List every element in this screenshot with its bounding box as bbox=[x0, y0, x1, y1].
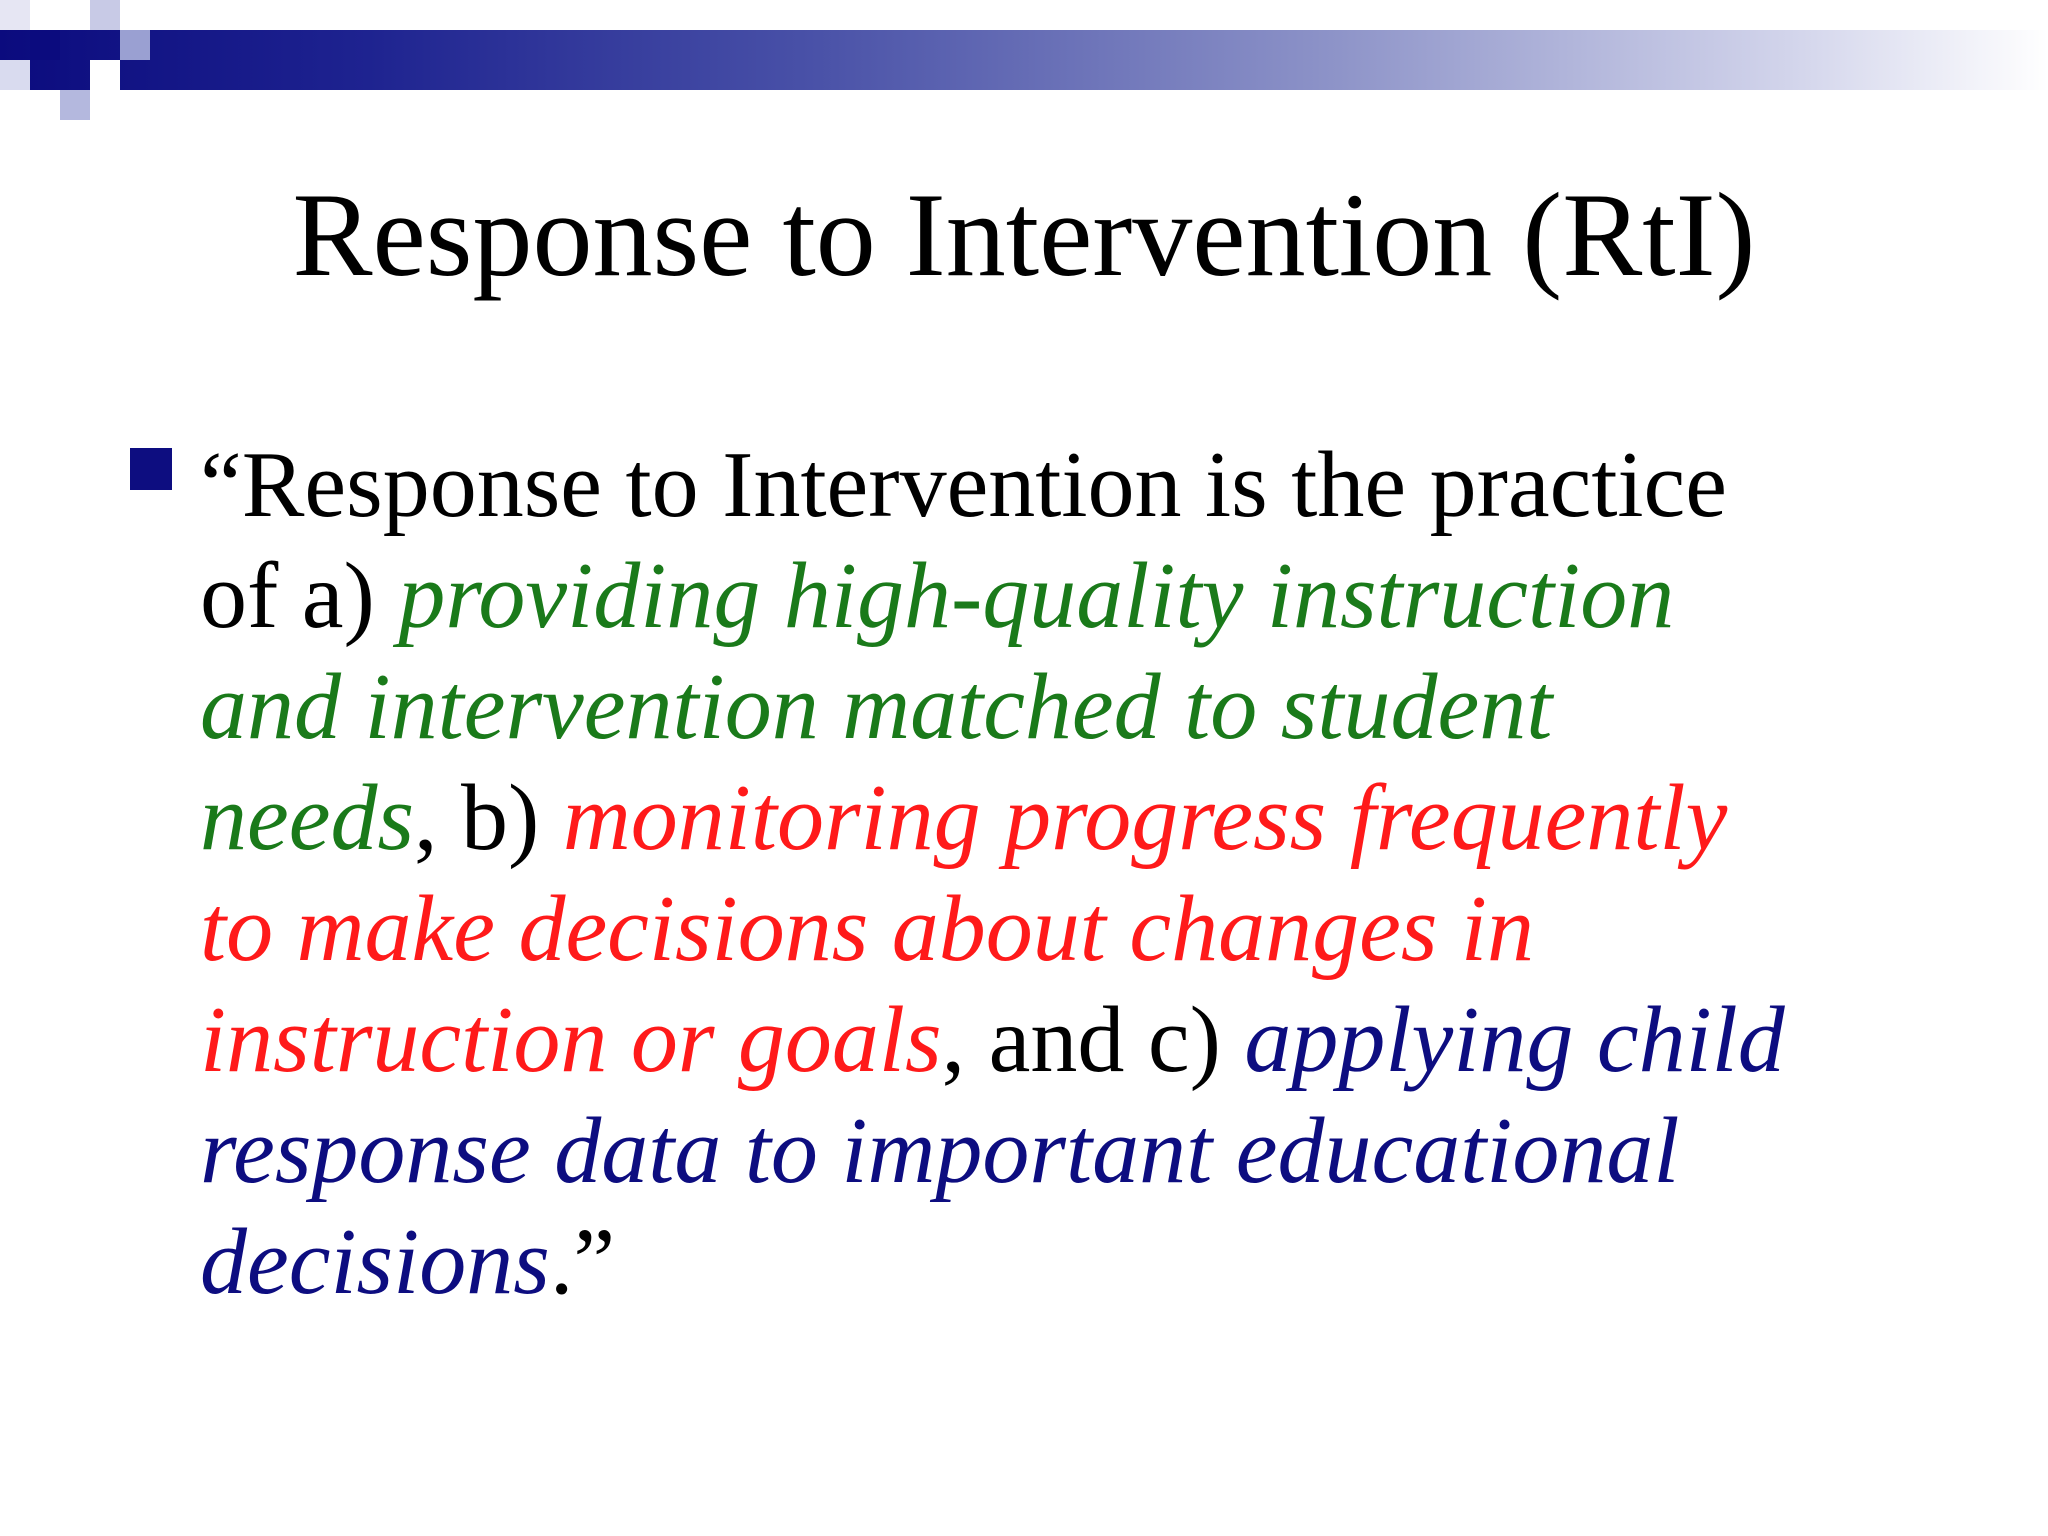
bullet-line bbox=[200, 430, 2000, 541]
corner-square bbox=[0, 60, 30, 90]
text-segment-blue: response data to important educational bbox=[200, 1099, 1680, 1203]
corner-square bbox=[0, 0, 30, 30]
header-gradient-band bbox=[0, 30, 2048, 90]
text-segment-plain: , b) bbox=[414, 766, 563, 870]
text-segment-green: needs bbox=[200, 766, 415, 870]
text-segment-red: to make decisions about changes in bbox=[200, 877, 1535, 981]
bullet-line bbox=[200, 541, 2000, 652]
text-segment-blue: applying child bbox=[1244, 988, 1785, 1092]
text-segment-red: instruction or goals bbox=[200, 988, 942, 1092]
bullet-line bbox=[200, 874, 2000, 985]
corner-square bbox=[30, 30, 60, 60]
square-bullet-icon bbox=[130, 448, 172, 490]
bullet-line bbox=[200, 1207, 2000, 1318]
text-segment-green: providing high-quality instruction bbox=[398, 544, 1675, 648]
bullet-line bbox=[200, 985, 2000, 1096]
text-segment-blue: decisions bbox=[200, 1210, 550, 1314]
text-segment-plain: , and c) bbox=[941, 988, 1245, 1092]
corner-square bbox=[60, 90, 90, 120]
text-segment-plain: “Response to Intervention is the practice bbox=[200, 433, 1727, 537]
bullet-line bbox=[200, 1096, 2000, 1207]
corner-square bbox=[120, 30, 150, 60]
corner-square bbox=[90, 60, 120, 90]
text-segment-plain: .” bbox=[549, 1210, 616, 1314]
bullet-line bbox=[200, 652, 2000, 763]
corner-square bbox=[90, 0, 120, 30]
bullet-line bbox=[200, 763, 2000, 874]
text-segment-red: monitoring progress frequently bbox=[562, 766, 1728, 870]
text-segment-green: and intervention matched to student bbox=[200, 655, 1553, 759]
text-segment-plain: of a) bbox=[200, 544, 399, 648]
slide-title: Response to Intervention (RtI) bbox=[292, 168, 1756, 301]
bullet-text bbox=[200, 430, 2000, 1318]
